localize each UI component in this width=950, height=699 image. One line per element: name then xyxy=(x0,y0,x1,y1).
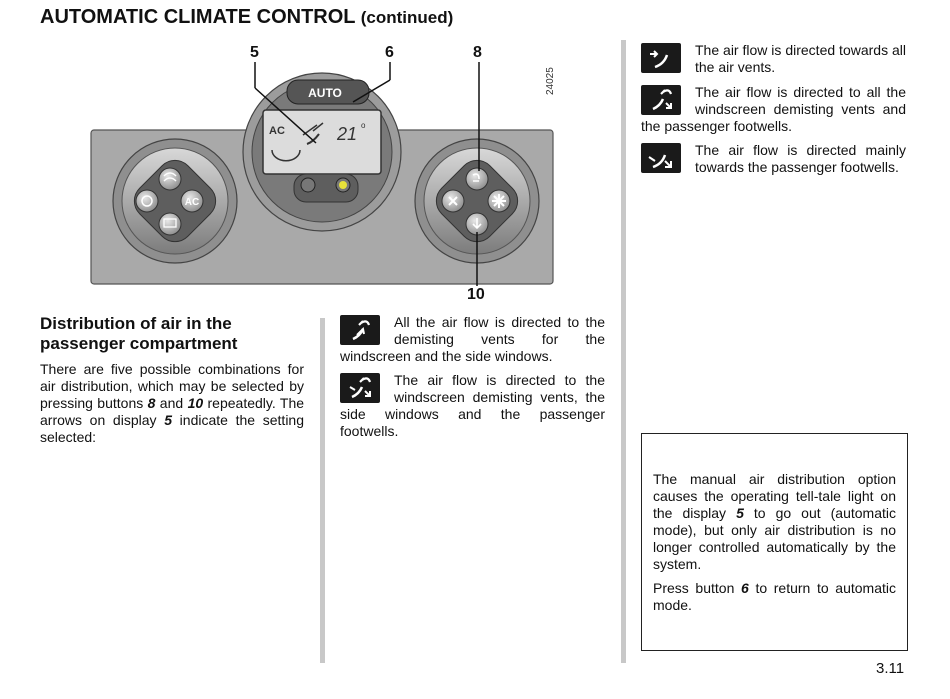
display-ac-indicator: AC xyxy=(269,125,285,137)
callout-10: 10 xyxy=(467,286,485,303)
note-text-1: The manual air distribution option causes the operating tell-tale light on the display xyxy=(653,471,896,521)
footwell-icon xyxy=(641,143,681,173)
windscreen-and-feet-icon xyxy=(340,373,380,403)
mode-text-demist-footwell: The air flow is directed to all the windscreen demisting vents and the passenger footwells. xyxy=(641,84,906,134)
button-8 xyxy=(466,168,488,190)
demist-and-footwell-icon xyxy=(641,85,681,115)
note-ref-5: 5 xyxy=(736,505,744,521)
intro-ref-5: 5 xyxy=(164,412,172,428)
intro-text-1: There are five possible combinations for air distribution, which may be selected by pressing buttons xyxy=(40,361,304,411)
callout-6: 6 xyxy=(385,44,394,61)
mode-item-demist-footwell xyxy=(641,84,906,135)
display-degree: o xyxy=(361,121,366,130)
all-vents-icon xyxy=(641,43,681,73)
column-divider-right xyxy=(621,40,626,663)
mode-text-windscreen-feet: The air flow is directed to the windscreen demisting vents, the side windows and the passenger footwells. xyxy=(340,372,605,439)
recirculation-button xyxy=(136,190,158,212)
intro-ref-8: 8 xyxy=(147,395,156,411)
page-number: 3.11 xyxy=(876,660,905,677)
ac-button-label: AC xyxy=(184,197,200,208)
intro-paragraph xyxy=(40,361,304,446)
page-title-continued: (continued) xyxy=(360,8,454,27)
mode-text-footwell: The air flow is directed mainly towards the passenger footwells. xyxy=(695,142,906,175)
note-ref-6: 6 xyxy=(741,580,749,596)
note-text-3: Press button xyxy=(653,580,741,596)
display-temperature: 21 xyxy=(337,124,358,144)
mode-item-all-vents xyxy=(641,42,906,76)
section-heading-line2: passenger compartment xyxy=(40,334,238,353)
mode-item-windscreen xyxy=(340,314,605,365)
intro-ref-10: 10 xyxy=(187,395,204,411)
note-paragraph-1 xyxy=(653,471,896,573)
callout-8: 8 xyxy=(473,44,482,61)
auto-button-label: AUTO xyxy=(308,86,342,100)
page-title xyxy=(40,6,453,29)
mode-text-windscreen: All the air flow is directed to the demisting vents for the windscreen and the side windows. xyxy=(340,314,605,364)
intro-text-2: and xyxy=(155,395,188,411)
note-text-4: to return to automatic mode. xyxy=(653,580,896,613)
climate-control-panel-figure xyxy=(85,40,560,310)
mode-text-all-vents: The air flow is directed towards all the air vents. xyxy=(695,42,906,75)
intro-text-3: repeatedly. The arrows on display xyxy=(40,395,305,428)
section-heading-line1: Distribution of air in the xyxy=(40,314,232,333)
windscreen-demist-icon xyxy=(340,315,380,345)
note-paragraph-2 xyxy=(653,580,896,614)
led-indicator xyxy=(339,181,347,189)
display-5 xyxy=(263,110,381,174)
figure-reference: 24025 xyxy=(545,67,556,95)
mode-item-windscreen-feet xyxy=(340,372,605,440)
note-text-2: to go out (automatic mode), but only air distribution is no longer controlled automatically by the system. xyxy=(653,505,896,572)
rear-demist-button xyxy=(159,213,181,235)
callout-5: 5 xyxy=(250,44,259,61)
column-divider-left xyxy=(320,318,325,663)
mode-item-footwell xyxy=(641,142,906,176)
note-box xyxy=(641,433,908,651)
windscreen-demist-button xyxy=(159,168,181,190)
page-title-main: AUTOMATIC CLIMATE CONTROL xyxy=(40,6,356,28)
section-heading xyxy=(40,314,310,354)
recirc-led-button xyxy=(301,178,315,192)
intro-text-4: indicate the setting selected: xyxy=(40,412,305,445)
